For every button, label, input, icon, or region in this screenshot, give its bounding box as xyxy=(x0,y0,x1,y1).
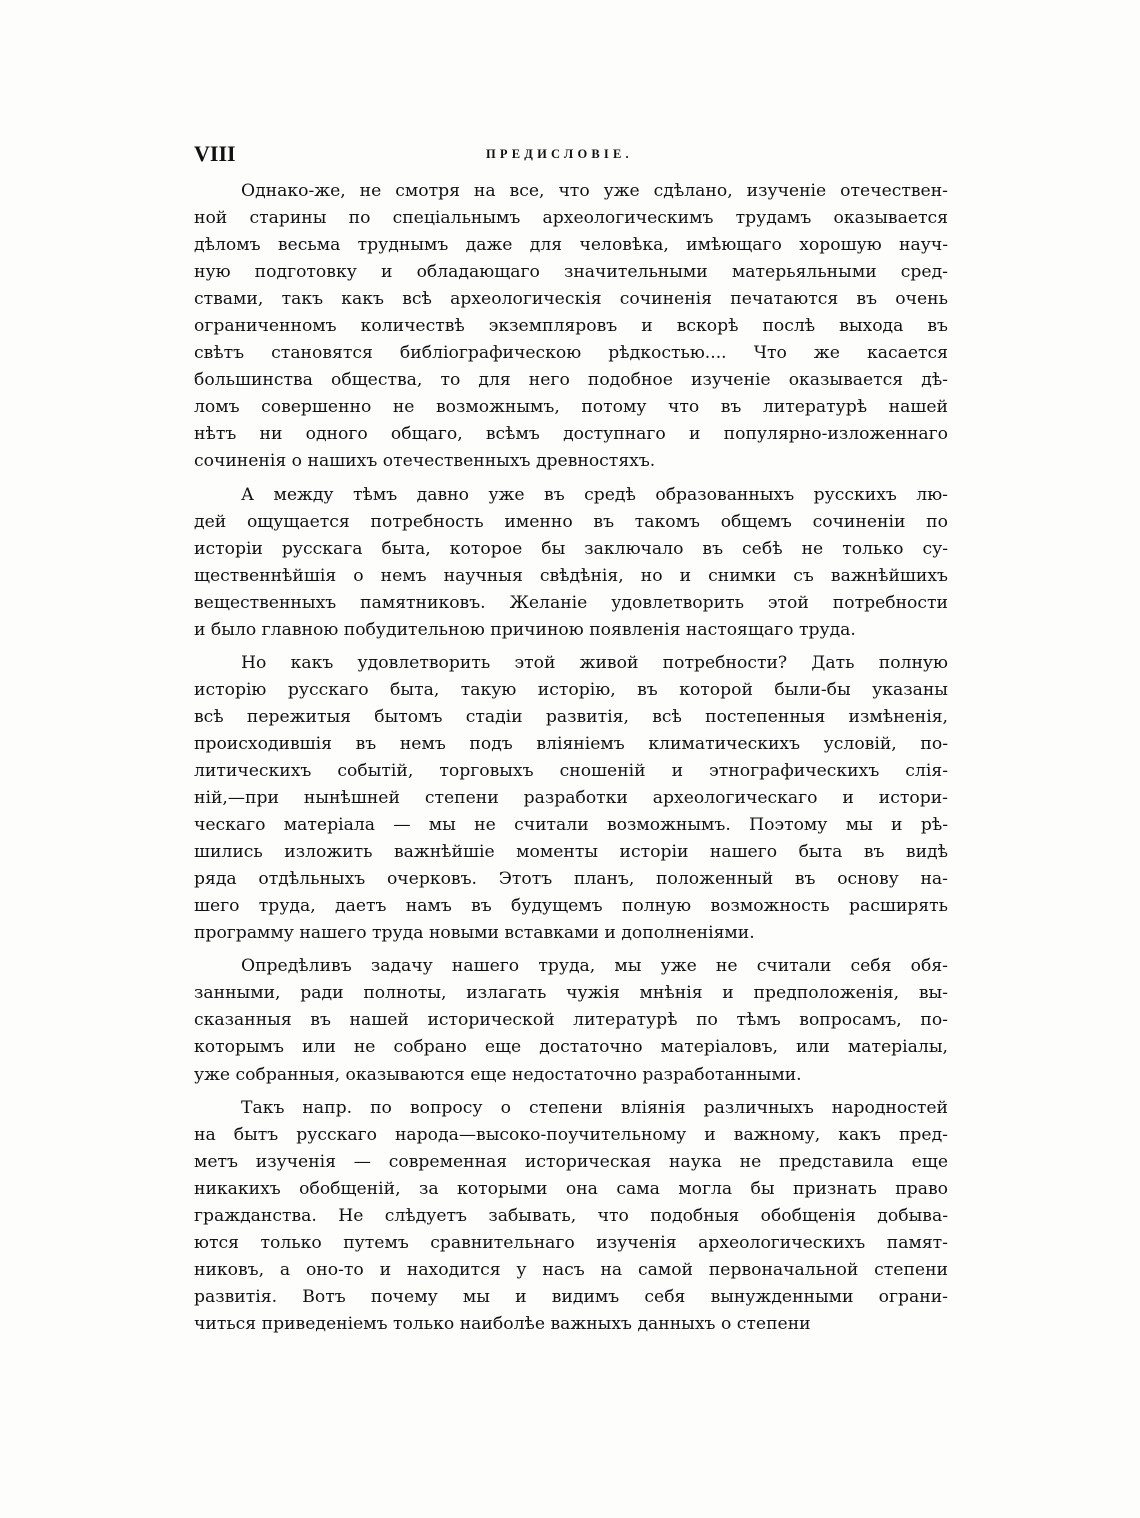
text-line: гражданства. Не слѣдуетъ забывать, что подобныя обобщенія добыва- xyxy=(194,1205,948,1226)
text-line: которымъ или не собрано еще достаточно матеріаловъ, или матеріалы, xyxy=(194,1037,948,1058)
text-line: всѣ пережитыя бытомъ стадіи развитія, всѣ постепенныя измѣненія, xyxy=(194,706,948,727)
text-line: ограниченномъ количествѣ экземпляровъ и вскорѣ послѣ выхода въ xyxy=(194,316,948,337)
paragraph xyxy=(194,953,948,1088)
page-number: VIII xyxy=(194,141,236,166)
text-line: большинства общества, то для него подобное изученіе оказывается дѣ- xyxy=(194,370,948,391)
page-header xyxy=(194,141,948,167)
text-line: никовъ, а оно-то и находится у насъ на самой первоначальной степени xyxy=(194,1259,948,1280)
text-line: на бытъ русскаго народа—высоко-поучительному и важному, какъ пред- xyxy=(194,1124,948,1145)
paragraph xyxy=(194,482,948,644)
text-line: нѣтъ ни одного общаго, всѣмъ доступнаго и популярно-изложеннаго xyxy=(194,424,948,445)
text-line: ній,—при нынѣшней степени разработки археологическаго и истори- xyxy=(194,788,948,809)
text-line: свѣтъ становятся библіографическою рѣдкостью.... Что же касается xyxy=(194,343,948,364)
text-line: Но какъ удовлетворить этой живой потребности? Дать полную xyxy=(241,652,948,673)
text-line: метъ изученія — современная историческая наука не представила еще xyxy=(194,1151,948,1172)
text-line: А между тѣмъ давно уже въ средѣ образованныхъ русскихъ лю- xyxy=(241,484,948,505)
text-line: уже собранныя, оказываются еще недостаточно разработанными. xyxy=(194,1064,802,1085)
paragraph xyxy=(194,178,948,476)
text-line: литическихъ событій, торговыхъ сношеній и этнографическихъ слія- xyxy=(194,760,948,781)
text-line: Однако-же, не смотря на все, что уже сдѣлано, изученіе отечествен- xyxy=(241,181,948,201)
text-line: шего труда, даетъ намъ въ будущемъ полную возможность расширять xyxy=(194,896,948,917)
text-line: развитія. Вотъ почему мы и видимъ себя вынужденными ограни- xyxy=(194,1286,948,1307)
body-text xyxy=(194,178,948,1344)
running-title: ПРЕДИСЛОВІЕ. xyxy=(486,147,633,161)
text-line: ствами, такъ какъ всѣ археологическія сочиненія печатаются въ очень xyxy=(194,289,948,310)
text-line: ной старины по спеціальнымъ археологическимъ трудамъ оказывается xyxy=(194,208,948,229)
text-line: ряда отдѣльныхъ очерковъ. Этотъ планъ, положенный въ основу на- xyxy=(194,869,948,890)
text-line: щественнѣйшія о немъ научныя свѣдѣнія, но и снимки съ важнѣйшихъ xyxy=(194,565,948,586)
text-line: происходившія въ немъ подъ вліяніемъ климатическихъ условій, по- xyxy=(194,733,948,754)
paragraph xyxy=(194,1095,948,1338)
text-line: никакихъ обобщеній, за которыми она сама могла бы признать право xyxy=(194,1178,948,1199)
text-line: исторію русскаго быта, такую исторію, въ которой были-бы указаны xyxy=(194,679,948,700)
text-line: ную подготовку и обладающаго значительными матерьяльными сред- xyxy=(194,262,948,283)
text-line: программу нашего труда новыми вставками и дополненіями. xyxy=(194,923,755,944)
text-line: Такъ напр. по вопросу о степени вліянія различныхъ народностей xyxy=(241,1097,948,1118)
text-line: дей ощущается потребность именно въ такомъ общемъ сочиненіи по xyxy=(194,511,948,532)
text-line: шились изложить важнѣйшіе моменты исторіи нашего быта въ видѣ xyxy=(194,842,948,863)
text-line: дѣломъ весьма труднымъ даже для человѣка, имѣющаго хорошую науч- xyxy=(194,235,948,256)
text-line: ческаго матеріала — мы не считали возможнымъ. Поэтому мы и рѣ- xyxy=(194,815,948,836)
text-line: Опредѣливъ задачу нашего труда, мы уже не считали себя обя- xyxy=(241,956,948,977)
text-line: ются только путемъ сравнительнаго изученія археологическихъ памят- xyxy=(194,1232,948,1253)
text-line: вещественныхъ памятниковъ. Желаніе удовлетворить этой потребности xyxy=(194,592,948,613)
paragraph xyxy=(194,650,948,948)
text-line: и было главною побудительною причиною появленія настоящаго труда. xyxy=(194,619,856,640)
text-line: занными, ради полноты, излагать чужія мнѣнія и предположенія, вы- xyxy=(194,983,948,1004)
text-line: сочиненія о нашихъ отечественныхъ древностяхъ. xyxy=(194,451,656,472)
text-line: читься приведеніемъ только наиболѣе важныхъ данныхъ о степени xyxy=(194,1313,811,1334)
text-line: сказанныя въ нашей исторической литературѣ по тѣмъ вопросамъ, по- xyxy=(194,1010,948,1031)
text-line: исторіи русскага быта, которое бы заключало въ себѣ не только су- xyxy=(194,538,948,559)
text-line: ломъ совершенно не возможнымъ, потому что въ литературѣ нашей xyxy=(194,397,948,418)
